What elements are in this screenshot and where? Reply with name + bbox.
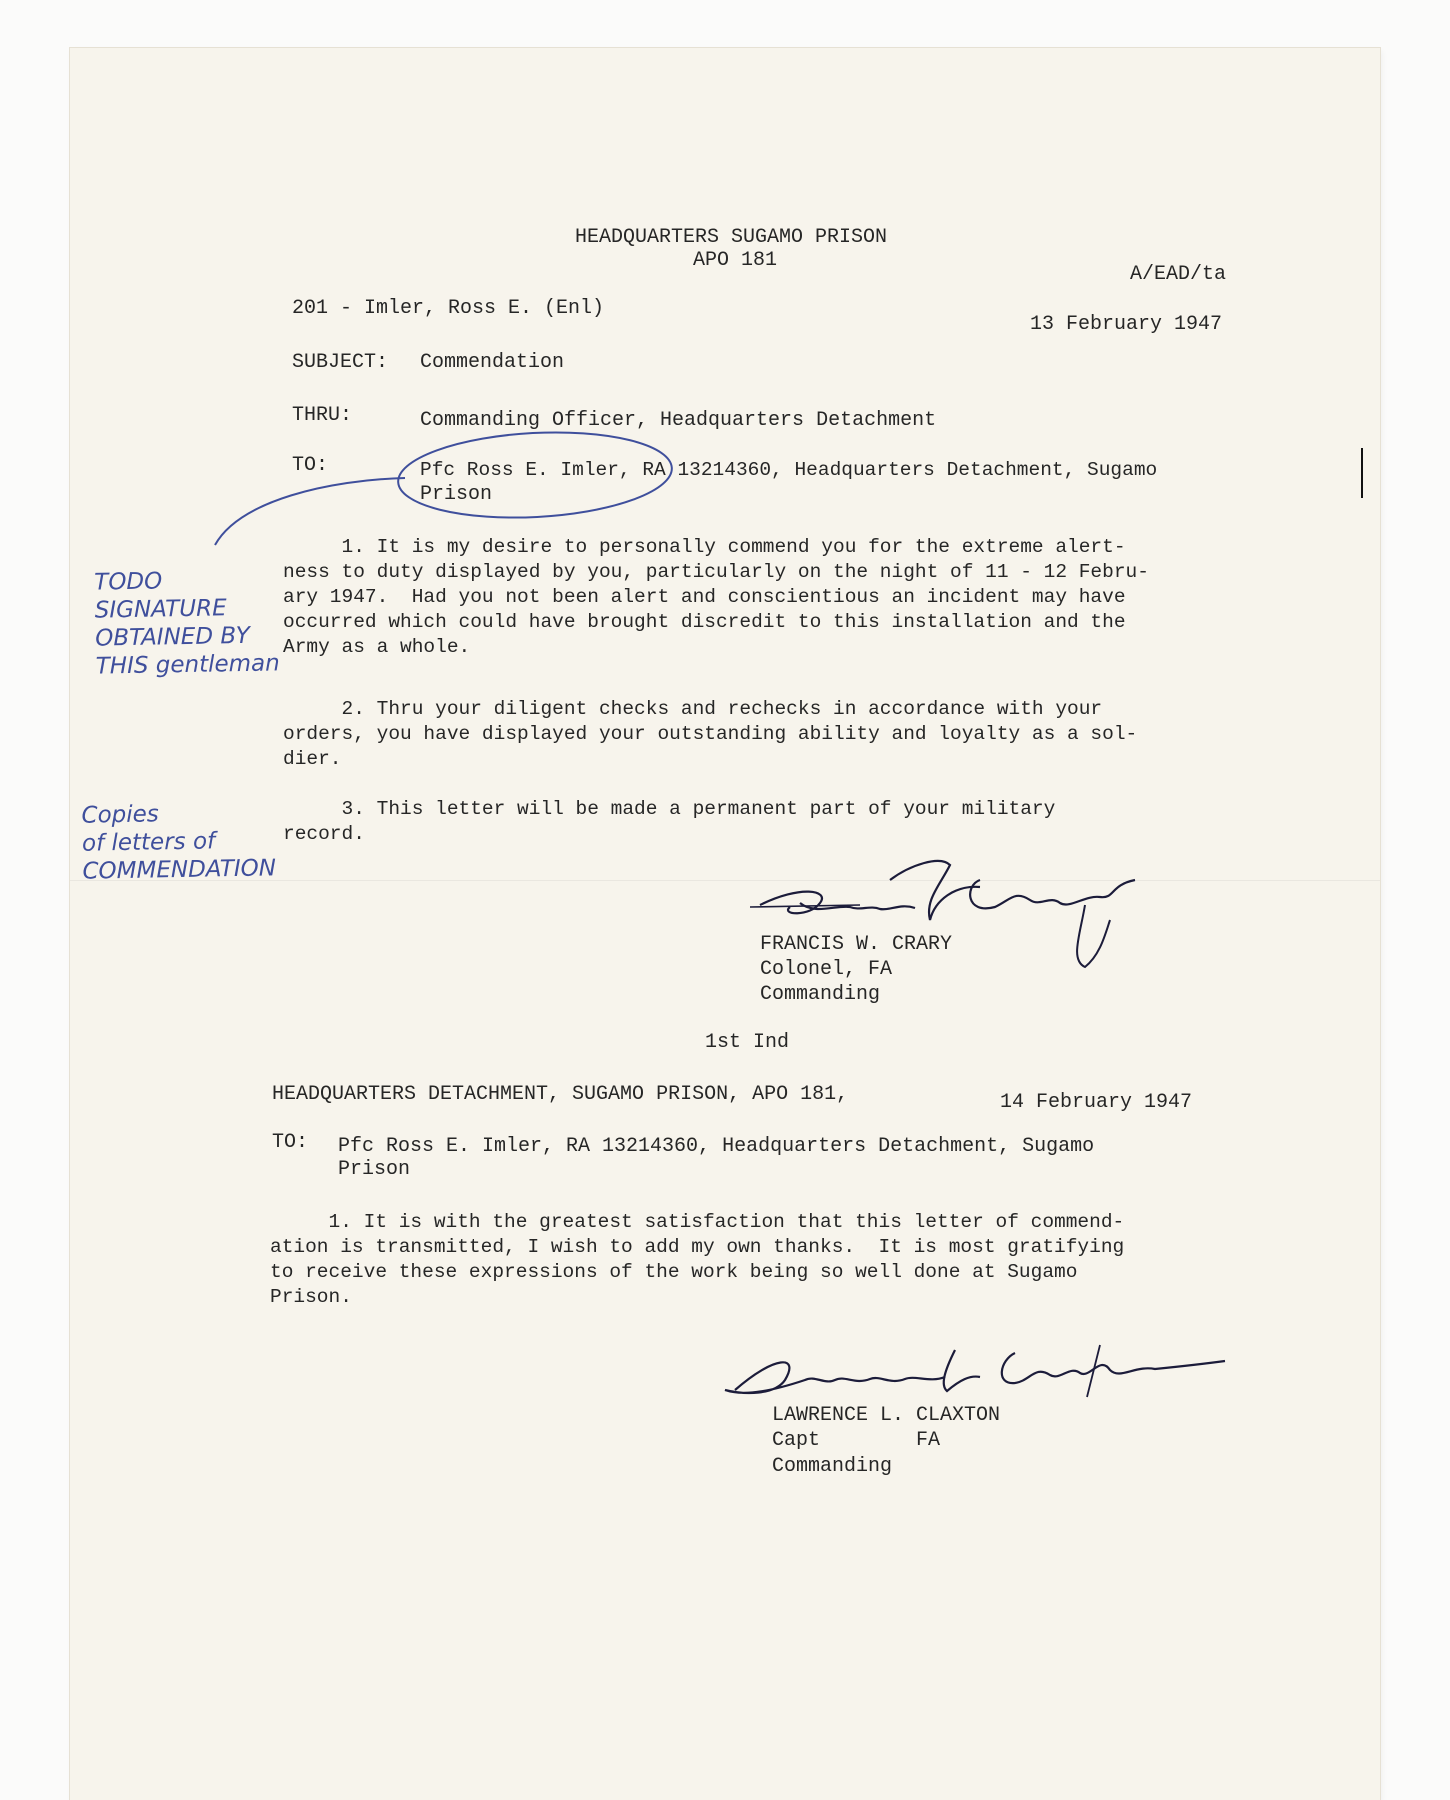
letter-date: 13 February 1947 [1030, 313, 1223, 336]
thru-label: THRU: [292, 404, 353, 427]
indorsement-to-label: TO: [272, 1131, 309, 1154]
letter-heading: HEADQUARTERS SUGAMO PRISON [575, 226, 888, 249]
indorsement-paragraph-1: 1. It is with the greatest satisfaction that this letter of commend- ation is transmitted, I wish to add my own thanks. It is most gratifying to receive these expressions of the work being so well done at Sugamo Prison. [270, 1211, 1125, 1308]
to-line-1: Pfc Ross E. Imler, RA 13214360, Headquarters Detachment, Sugamo [420, 459, 1158, 481]
signer-rank: Colonel, FA [760, 958, 893, 981]
letter-sheet [70, 48, 1380, 1800]
file-code: A/EAD/ta [1130, 263, 1227, 286]
handwritten-note-copies: Copies of letters of COMMENDATION [81, 801, 277, 885]
indorsement-date: 14 February 1947 [1000, 1091, 1193, 1114]
indorsement-heading: 1st Ind [705, 1031, 790, 1054]
thru-value: Commanding Officer, Headquarters Detachment [420, 409, 937, 432]
indorsement-signer-name: LAWRENCE L. CLAXTON [772, 1404, 1001, 1427]
to-line-2: Prison [420, 483, 493, 506]
paragraph-3: 3. This letter will be made a permanent part of your military record. [283, 798, 1056, 845]
indorsement-signer-rank: Capt FA [772, 1429, 941, 1452]
indorsement-to-line-1: Pfc Ross E. Imler, RA 13214360, Headquarters Detachment, Sugamo [338, 1135, 1095, 1158]
signer-name: FRANCIS W. CRARY [760, 933, 953, 956]
signer-title: Commanding [760, 983, 881, 1006]
paragraph-1: 1. It is my desire to personally commend you for the extreme alert- ness to duty displayed by you, particularly on the night of 11 - 12 Febru- ary 1947. Had you not been alert and conscientious an incident may have occurred which could have brought discredit to this installation and the Army as a whole. [283, 536, 1149, 658]
to-label: TO: [292, 454, 329, 477]
subject-value: Commendation [420, 351, 565, 374]
indorsement-from: HEADQUARTERS DETACHMENT, SUGAMO PRISON, APO 181, [272, 1083, 849, 1106]
subject-label: SUBJECT: [292, 351, 389, 374]
reference-line: 201 - Imler, Ross E. (Enl) [292, 297, 605, 320]
letter-apo: APO 181 [693, 249, 778, 272]
indorsement-to-line-2: Prison [338, 1158, 411, 1181]
indorsement-signer-title: Commanding [772, 1455, 893, 1478]
handwritten-note-signature: TODO SIGNATURE OBTAINED BY THIS gentleman [94, 568, 280, 680]
paragraph-2: 2. Thru your diligent checks and rechecks in accordance with your orders, you have displayed your outstanding ability and loyalty as a sol- dier. [283, 698, 1138, 770]
